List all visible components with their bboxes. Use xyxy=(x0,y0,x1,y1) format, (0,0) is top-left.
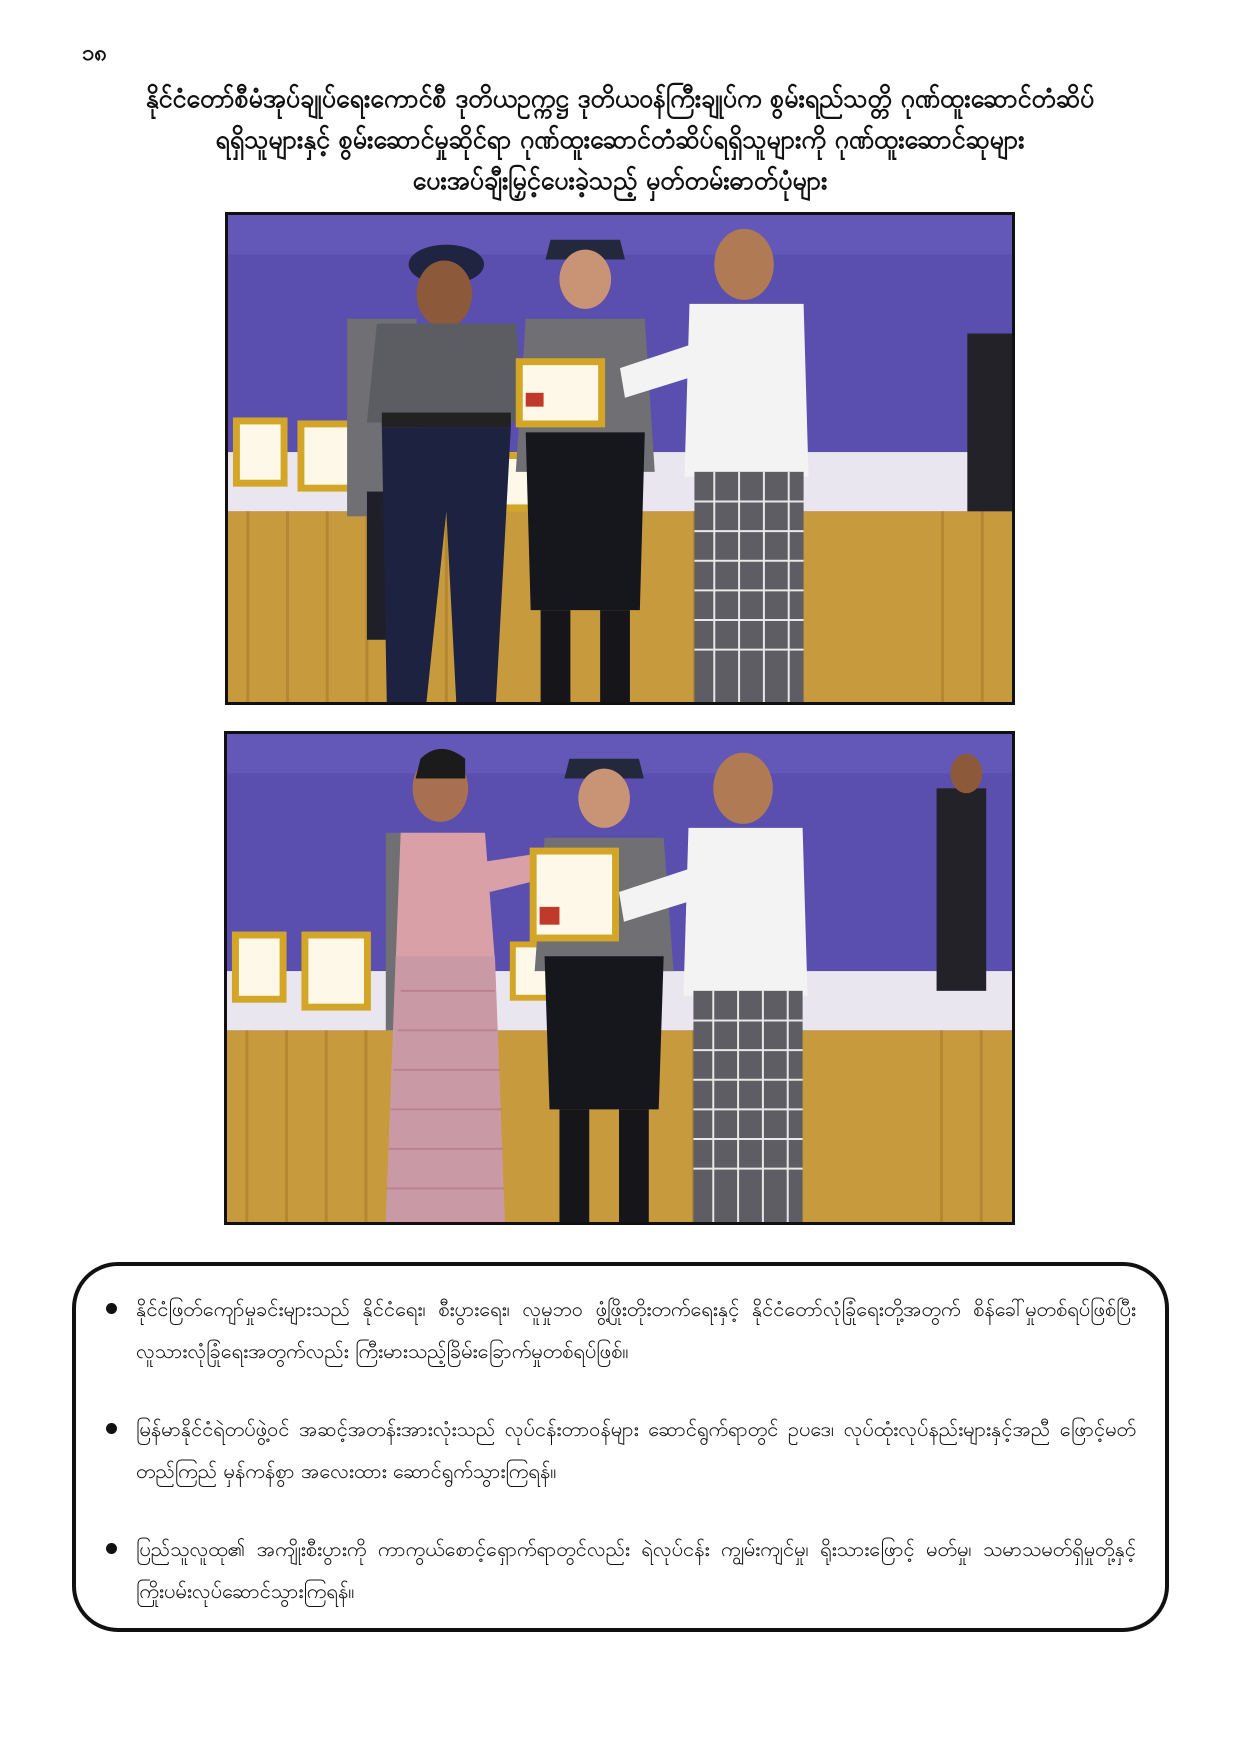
key-point-3 xyxy=(106,1528,1136,1612)
title-line-2: ရရှိသူများနှင့် စွမ်းဆောင်မှုဆိုင်ရာ ဂုဏ်ထူးဆောင်တံဆိပ်ရရှိသူများကို ဂုဏ်ထူးဆောင်ဆုများ xyxy=(215,125,1025,154)
title-line-1: နိုင်ငံတော်စီမံအုပ်ချုပ်ရေးကောင်စီ ဒုတိယဥက္ကဋ္ဌ ဒုတိယဝန်ကြီးချုပ်က စွမ်းရည်သတ္တိ ဂုဏ်ထူးဆောင်တံဆိပ် xyxy=(145,84,1095,113)
key-point-3-text: ပြည်သူလူထု၏ အကျိုးစီးပွားကို ကာကွယ်စောင့်ရှောက်ရာတွင်လည်း ရဲလုပ်ငန်း ကျွမ်းကျင်မှု၊ ရိုးသားဖြောင့် မတ်မှု၊ သမာသမတ်ရှိမှုတို့နှင့် ကြိုးပမ်းလုပ်ဆောင်သွားကြရန်။ xyxy=(136,1537,1136,1603)
title-line-3: ပေးအပ်ချီးမြှင့်ပေးခဲ့သည့် မှတ်တမ်းဓာတ်ပုံများ xyxy=(412,166,828,195)
page-number: ၁၈ xyxy=(82,41,107,66)
page-title xyxy=(60,78,1180,201)
key-points-box xyxy=(72,1262,1169,1632)
key-point-1-text: နိုင်ငံဖြတ်ကျော်မှုခင်းများသည် နိုင်ငံရေး၊ စီးပွားရေး၊ လူမှုဘဝ ဖွံ့ဖြိုးတိုးတက်ရေးနှင့် နိုင်ငံတော်လုံခြုံရေးတို့အတွက် စိန်ခေါ်မှုတစ်ရပ်ဖြစ်ပြီး လူသားလုံခြုံရေးအတွက်လည်း ကြီးမားသည့်ခြိမ်းခြောက်မှုတစ်ရပ်ဖြစ်။ xyxy=(136,1297,1136,1363)
key-point-1 xyxy=(106,1288,1136,1372)
award-photo-1 xyxy=(225,212,1015,705)
key-point-2 xyxy=(106,1408,1136,1492)
bullet-dot xyxy=(106,1423,117,1434)
bullet-dot xyxy=(106,1303,117,1314)
key-point-2-text: မြန်မာနိုင်ငံရဲတပ်ဖွဲ့ဝင် အဆင့်အတန်းအားလုံးသည် လုပ်ငန်းတာဝန်များ ဆောင်ရွက်ရာတွင် ဥပဒေ၊ လုပ်ထုံးလုပ်နည်းများနှင့်အညီ ဖြောင့်မတ်တည်ကြည် မှန်ကန်စွာ အလေးထား ဆောင်ရွက်သွားကြရန်။ xyxy=(136,1417,1136,1483)
award-photo-2 xyxy=(224,731,1015,1225)
bullet-dot xyxy=(106,1543,117,1554)
